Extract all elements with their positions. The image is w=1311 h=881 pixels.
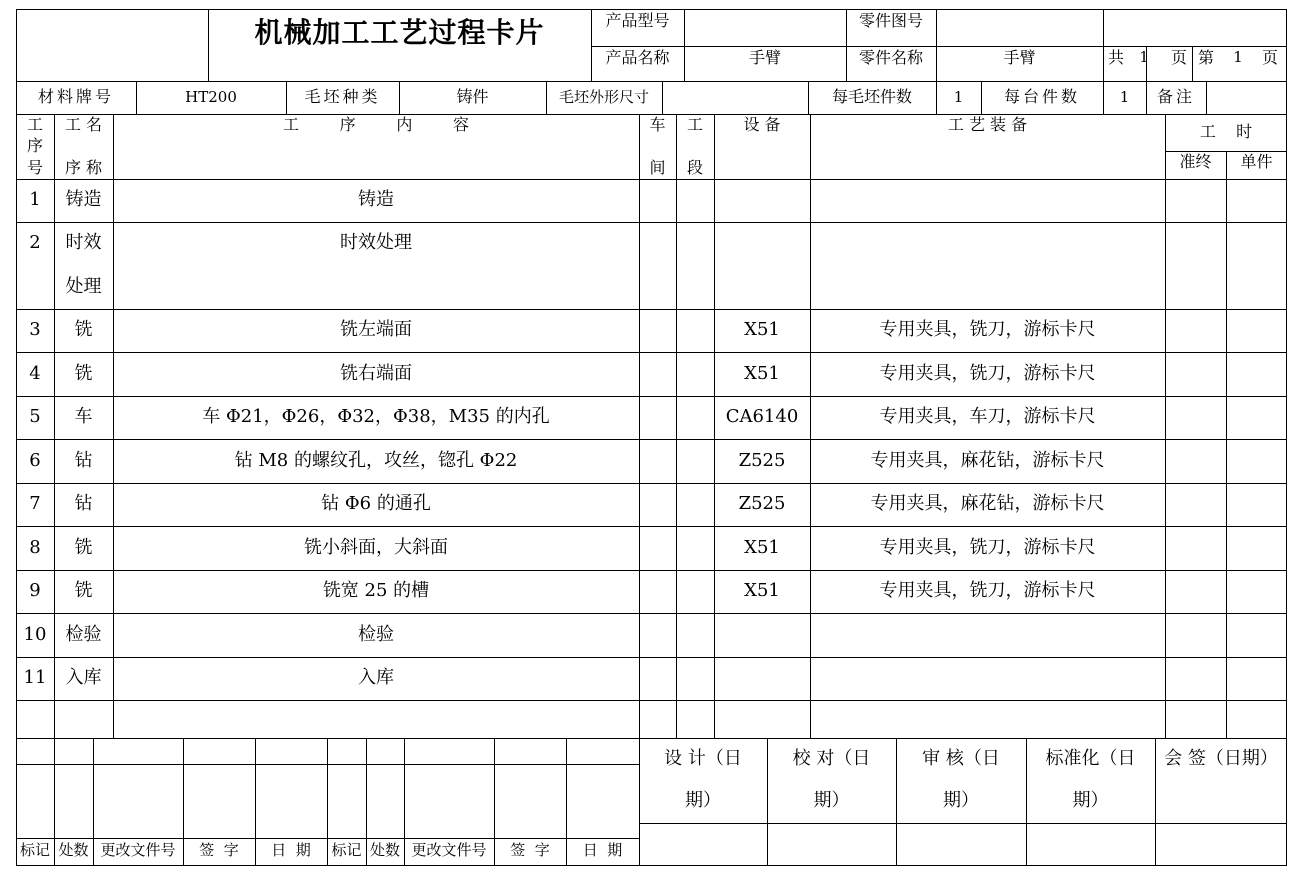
standardization-label-line2: 期） [1072, 789, 1109, 811]
row-3-no: 3 [29, 319, 41, 341]
material-grade-value: HT200 [185, 87, 237, 106]
row-4-tooling: 专用夹具，铣刀，游标卡尺 [879, 362, 1096, 384]
row-5-content: 车 Φ21，Φ26，Φ32，Φ38，M35 的内孔 [202, 406, 550, 428]
row-1-tooling [810, 179, 1165, 222]
col-workshop: 车 间 [649, 115, 666, 177]
footer-signature-1: 签 字 [199, 841, 239, 860]
row-2-content: 时效处理 [340, 232, 412, 254]
remark-label: 备注 [1156, 87, 1195, 107]
row-4-no: 4 [29, 362, 41, 384]
row-10-tooling [810, 613, 1165, 657]
product-name-value: 手臂 [748, 47, 781, 67]
footer-change-doc-1: 更改文件号 [100, 841, 176, 860]
row-8-content: 铣小斜面，大斜面 [304, 536, 448, 558]
row-8-equipment: X51 [744, 536, 780, 558]
row-2-tooling [810, 222, 1165, 265]
page-unit-1: 页 [1170, 47, 1187, 67]
footer-mark-1: 标记 [19, 841, 50, 860]
row-7-equipment: Z525 [738, 493, 786, 515]
part-name-label: 零件名称 [858, 47, 923, 67]
design-label: 设 计（日 [664, 747, 742, 769]
row-6-tooling: 专用夹具，麻花钻，游标卡尺 [870, 449, 1105, 471]
design-label-line2: 期） [685, 789, 721, 811]
countersign-label: 会 签（日期） [1164, 747, 1278, 769]
row-6-name: 钻 [74, 449, 93, 471]
per-blank-value: 1 [953, 87, 964, 106]
col-time-setup: 准终 [1179, 151, 1212, 171]
standardization-label: 标准化（日 [1045, 747, 1136, 769]
product-model-value [684, 9, 846, 46]
row-7-content: 钻 Φ6 的通孔 [321, 493, 431, 515]
row-3-equipment: X51 [744, 319, 780, 341]
footer-change-doc-2: 更改文件号 [411, 841, 487, 860]
blank-type-value: 铸件 [456, 87, 489, 107]
footer-count-1: 处数 [58, 841, 89, 860]
page-unit-2: 页 [1261, 47, 1278, 67]
footer-date-1: 日 期 [271, 841, 311, 860]
col-content: 工 序 内 容 [282, 114, 470, 134]
row-11-equipment [714, 657, 810, 700]
row-5-no: 5 [29, 406, 41, 428]
blank-size-label: 毛坯外形尺寸 [558, 87, 649, 106]
current-page-label: 第 [1197, 47, 1214, 67]
per-unit-label: 每台件数 [1003, 87, 1080, 107]
total-pages-label: 共 [1107, 47, 1124, 67]
row-8-no: 8 [29, 536, 41, 558]
col-section: 工 段 [686, 115, 703, 177]
row-3-tooling: 专用夹具，铣刀，游标卡尺 [879, 319, 1096, 341]
per-blank-label: 每毛坯件数 [831, 87, 912, 107]
part-drawing-label: 零件图号 [858, 10, 923, 30]
row-11-content: 入库 [358, 667, 394, 689]
row-7-tooling: 专用夹具，麻花钻，游标卡尺 [870, 493, 1105, 515]
row-8-tooling: 专用夹具，铣刀，游标卡尺 [879, 536, 1096, 558]
footer-count-2: 处数 [369, 841, 400, 860]
row-10-content: 检验 [358, 623, 394, 645]
card-title: 机械加工工艺过程卡片 [254, 15, 545, 49]
row-5-name: 车 [74, 406, 93, 428]
row-6-no: 6 [29, 449, 41, 471]
row-5-equipment: CA6140 [725, 406, 799, 428]
row-5-tooling: 专用夹具，车刀，游标卡尺 [879, 406, 1096, 428]
row-9-no: 9 [29, 580, 41, 602]
product-name-label: 产品名称 [605, 47, 670, 67]
row-1-content: 铸造 [358, 189, 394, 211]
process-card [16, 9, 1287, 866]
row-1-name: 铸造 [65, 189, 102, 211]
row-4-name: 铣 [74, 362, 93, 384]
row-9-name: 铣 [74, 580, 93, 602]
col-seq-no: 工 序 号 [26, 115, 43, 177]
check-label-line2: 期） [813, 789, 850, 811]
row-11-no: 11 [23, 667, 47, 689]
product-model-label: 产品型号 [605, 10, 670, 30]
footer-mark-2: 标记 [331, 841, 362, 860]
row-4-equipment: X51 [744, 362, 780, 384]
row-7-name: 钻 [74, 493, 93, 515]
row-2-name: 时效 [65, 232, 102, 254]
row-9-content: 铣宽 25 的槽 [322, 580, 430, 602]
row-1-equipment [714, 179, 810, 222]
row-10-name: 检验 [65, 623, 102, 645]
row-7-no: 7 [29, 493, 41, 515]
row-11-tooling [810, 657, 1165, 700]
row-3-name: 铣 [74, 319, 93, 341]
row-9-equipment: X51 [744, 580, 780, 602]
check-label: 校 对（日 [792, 747, 871, 769]
col-time: 工 时 [1199, 122, 1253, 142]
col-equipment: 设 备 [743, 114, 781, 134]
footer-date-2: 日 期 [582, 841, 623, 860]
col-tooling: 工 艺 装 备 [947, 114, 1028, 134]
review-label-line2: 期） [943, 789, 979, 811]
review-label: 审 核（日 [922, 747, 1000, 769]
remark-value [1206, 81, 1287, 114]
row-3-content: 铣左端面 [340, 319, 412, 341]
blank-type-label: 毛坯种类 [304, 87, 381, 107]
per-unit-value: 1 [1119, 87, 1130, 106]
row-2-equipment [714, 222, 810, 265]
row-8-name: 铣 [74, 536, 93, 558]
row-10-no: 10 [23, 623, 47, 645]
blank-size-value [662, 81, 808, 114]
row-10-equipment [714, 613, 810, 657]
row-11-name: 入库 [65, 667, 102, 689]
col-step-name: 工 名 序 称 [64, 115, 103, 177]
current-page-value: 1 [1233, 48, 1243, 67]
row-4-content: 铣右端面 [340, 362, 412, 384]
part-name-value: 手臂 [1003, 47, 1036, 67]
footer-signature-2: 签 字 [510, 841, 550, 860]
row-2-name-line2: 处理 [65, 275, 102, 297]
row-2-no: 2 [29, 232, 41, 254]
row-6-equipment: Z525 [738, 449, 786, 471]
total-pages-value: 1 [1139, 48, 1149, 67]
row-9-tooling: 专用夹具，铣刀，游标卡尺 [879, 580, 1096, 602]
part-drawing-value [936, 9, 1103, 46]
col-time-unit: 单件 [1240, 151, 1273, 171]
row-1-no: 1 [29, 189, 41, 211]
material-grade-label: 材料牌号 [37, 87, 114, 107]
row-6-content: 钻 M8 的螺纹孔，攻丝，锪孔 Φ22 [234, 449, 518, 471]
